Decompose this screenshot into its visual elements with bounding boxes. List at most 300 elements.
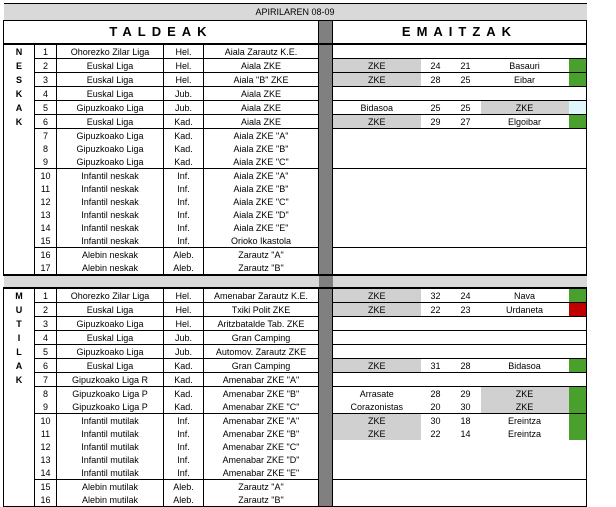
result-indicator[interactable]: [569, 142, 587, 155]
home-team-cell[interactable]: Arrasate: [333, 387, 421, 401]
category-cell[interactable]: Kad.: [164, 155, 204, 169]
section-letter[interactable]: [4, 142, 35, 155]
home-team-cell[interactable]: [333, 195, 421, 208]
team-name-cell[interactable]: Gran Camping: [204, 359, 319, 373]
result-indicator[interactable]: [569, 221, 587, 234]
home-team-cell[interactable]: [333, 480, 421, 494]
away-team-cell[interactable]: Bidasoa: [481, 359, 569, 373]
team-number[interactable]: 15: [35, 234, 57, 248]
away-team-cell[interactable]: [481, 261, 569, 275]
away-score-cell[interactable]: [451, 331, 481, 345]
away-score-cell[interactable]: [451, 234, 481, 248]
section-letter[interactable]: [4, 155, 35, 169]
away-team-cell[interactable]: [481, 466, 569, 480]
category-cell[interactable]: Hel.: [164, 288, 204, 303]
team-number[interactable]: 1: [35, 288, 57, 303]
home-score-cell[interactable]: [421, 373, 451, 387]
team-number[interactable]: 13: [35, 208, 57, 221]
team-number[interactable]: 17: [35, 261, 57, 275]
result-indicator[interactable]: [569, 101, 587, 115]
team-number[interactable]: 14: [35, 221, 57, 234]
league-cell[interactable]: Ohorezko Zilar Liga: [57, 288, 164, 303]
away-team-cell[interactable]: Basauri: [481, 59, 569, 73]
team-number[interactable]: 5: [35, 101, 57, 115]
home-team-cell[interactable]: [333, 466, 421, 480]
home-score-cell[interactable]: [421, 44, 451, 59]
away-team-cell[interactable]: [481, 453, 569, 466]
away-team-cell[interactable]: Elgoibar: [481, 115, 569, 129]
home-team-cell[interactable]: Corazonistas: [333, 400, 421, 414]
section-letter[interactable]: M: [4, 288, 35, 303]
section-letter[interactable]: K: [4, 115, 35, 129]
away-score-cell[interactable]: [451, 261, 481, 275]
result-indicator[interactable]: [569, 400, 587, 414]
category-cell[interactable]: Aleb.: [164, 480, 204, 494]
category-cell[interactable]: Kad.: [164, 373, 204, 387]
team-number[interactable]: 10: [35, 414, 57, 428]
away-score-cell[interactable]: [451, 44, 481, 59]
home-team-cell[interactable]: [333, 208, 421, 221]
section-letter[interactable]: [4, 427, 35, 440]
result-indicator[interactable]: [569, 129, 587, 143]
home-score-cell[interactable]: [421, 234, 451, 248]
home-score-cell[interactable]: [421, 261, 451, 275]
home-team-cell[interactable]: [333, 373, 421, 387]
team-name-cell[interactable]: Aiala "B" ZKE: [204, 73, 319, 87]
team-name-cell[interactable]: Aritzbatalde Tab. ZKE: [204, 317, 319, 331]
home-team-cell[interactable]: [333, 234, 421, 248]
home-score-cell[interactable]: 30: [421, 414, 451, 428]
home-team-cell[interactable]: [333, 331, 421, 345]
away-score-cell[interactable]: [451, 155, 481, 169]
team-number[interactable]: 16: [35, 248, 57, 262]
header-taldeak[interactable]: TALDEAK: [4, 21, 319, 45]
away-team-cell[interactable]: [481, 87, 569, 101]
away-team-cell[interactable]: [481, 480, 569, 494]
league-cell[interactable]: Gipuzkoako Liga: [57, 345, 164, 359]
section-letter[interactable]: [4, 221, 35, 234]
league-cell[interactable]: Infantil neskak: [57, 169, 164, 183]
league-cell[interactable]: Euskal Liga: [57, 115, 164, 129]
team-number[interactable]: 11: [35, 427, 57, 440]
home-score-cell[interactable]: 24: [421, 59, 451, 73]
result-indicator[interactable]: [569, 373, 587, 387]
league-cell[interactable]: Gipuzkoako Liga: [57, 101, 164, 115]
home-score-cell[interactable]: 31: [421, 359, 451, 373]
team-name-cell[interactable]: Zarautz "B": [204, 493, 319, 507]
home-score-cell[interactable]: [421, 466, 451, 480]
away-team-cell[interactable]: [481, 221, 569, 234]
team-number[interactable]: 4: [35, 331, 57, 345]
league-cell[interactable]: Infantil mutilak: [57, 414, 164, 428]
section-letter[interactable]: [4, 387, 35, 401]
category-cell[interactable]: Aleb.: [164, 248, 204, 262]
team-number[interactable]: 9: [35, 155, 57, 169]
home-score-cell[interactable]: [421, 317, 451, 331]
result-indicator[interactable]: [569, 208, 587, 221]
league-cell[interactable]: Gipuzkoako Liga P: [57, 400, 164, 414]
league-cell[interactable]: Infantil neskak: [57, 234, 164, 248]
section-letter[interactable]: U: [4, 303, 35, 317]
away-team-cell[interactable]: [481, 208, 569, 221]
league-cell[interactable]: Infantil neskak: [57, 182, 164, 195]
section-letter[interactable]: I: [4, 331, 35, 345]
home-score-cell[interactable]: [421, 155, 451, 169]
home-team-cell[interactable]: ZKE: [333, 288, 421, 303]
team-number[interactable]: 11: [35, 182, 57, 195]
section-letter[interactable]: S: [4, 73, 35, 87]
home-team-cell[interactable]: ZKE: [333, 303, 421, 317]
home-team-cell[interactable]: [333, 155, 421, 169]
team-name-cell[interactable]: Amenabar ZKE "D": [204, 453, 319, 466]
category-cell[interactable]: Jub.: [164, 101, 204, 115]
home-score-cell[interactable]: [421, 493, 451, 507]
team-name-cell[interactable]: Amenabar ZKE "E": [204, 466, 319, 480]
away-score-cell[interactable]: 25: [451, 101, 481, 115]
result-indicator[interactable]: [569, 453, 587, 466]
team-number[interactable]: 8: [35, 142, 57, 155]
category-cell[interactable]: Aleb.: [164, 493, 204, 507]
away-team-cell[interactable]: [481, 440, 569, 453]
home-score-cell[interactable]: 20: [430, 401, 441, 412]
team-number[interactable]: 16: [35, 493, 57, 507]
home-score-cell[interactable]: [421, 195, 451, 208]
team-name-cell[interactable]: Aiala ZKE "E": [204, 221, 319, 234]
team-number[interactable]: 3: [35, 317, 57, 331]
away-score-cell[interactable]: 30: [460, 401, 471, 412]
away-team-cell[interactable]: Ereintza: [507, 428, 542, 439]
category-cell[interactable]: Hel.: [164, 59, 204, 73]
home-score-cell[interactable]: [421, 440, 451, 453]
home-team-cell[interactable]: ZKE: [333, 59, 421, 73]
result-indicator[interactable]: [569, 359, 587, 373]
team-name-cell[interactable]: Aiala ZKE "C": [204, 155, 319, 169]
home-team-cell[interactable]: [333, 261, 421, 275]
section-letter[interactable]: N: [4, 44, 35, 59]
team-name-cell[interactable]: Gran Camping: [204, 331, 319, 345]
league-cell[interactable]: Euskal Liga: [57, 59, 164, 73]
home-team-cell[interactable]: [333, 345, 421, 359]
team-name-cell[interactable]: Amenabar ZKE "A": [204, 414, 319, 428]
away-team-cell[interactable]: Ereintza: [481, 414, 569, 428]
category-cell[interactable]: Inf.: [164, 234, 204, 248]
home-score-cell[interactable]: [421, 331, 451, 345]
section-letter[interactable]: T: [4, 317, 35, 331]
result-indicator[interactable]: [569, 317, 587, 331]
team-number[interactable]: 8: [35, 387, 57, 401]
result-indicator[interactable]: [569, 155, 587, 169]
home-score-cell[interactable]: 32: [430, 290, 441, 301]
away-team-cell[interactable]: [481, 195, 569, 208]
away-team-cell[interactable]: Urdaneta: [481, 303, 569, 317]
away-score-cell[interactable]: [451, 195, 481, 208]
league-cell[interactable]: Gipuzkoako Liga: [57, 317, 164, 331]
team-name-cell[interactable]: Aiala ZKE: [204, 115, 319, 129]
home-team-cell[interactable]: [333, 493, 421, 507]
league-cell[interactable]: Alebin mutilak: [57, 493, 164, 507]
home-team-cell[interactable]: [333, 453, 421, 466]
home-team-cell[interactable]: [333, 44, 421, 59]
category-cell[interactable]: Inf.: [164, 440, 204, 453]
away-team-cell[interactable]: ZKE: [481, 400, 569, 414]
team-number[interactable]: 9: [35, 400, 57, 414]
team-number[interactable]: 12: [35, 195, 57, 208]
section-letter[interactable]: E: [4, 59, 35, 73]
home-score-cell[interactable]: [421, 480, 451, 494]
team-number[interactable]: 2: [35, 59, 57, 73]
home-score-cell[interactable]: [421, 345, 451, 359]
team-name-cell[interactable]: Amenabar ZKE "B": [204, 427, 319, 440]
section-letter[interactable]: [4, 129, 35, 143]
result-indicator[interactable]: [569, 493, 587, 507]
home-team-cell[interactable]: [333, 129, 421, 143]
category-cell[interactable]: Inf.: [164, 169, 204, 183]
away-team-cell[interactable]: [481, 331, 569, 345]
league-cell[interactable]: Gipuzkoako Liga R: [57, 373, 164, 387]
team-number[interactable]: 3: [35, 73, 57, 87]
away-score-cell[interactable]: [451, 221, 481, 234]
away-score-cell[interactable]: [451, 182, 481, 195]
category-cell[interactable]: Inf.: [164, 221, 204, 234]
away-team-cell[interactable]: [481, 169, 569, 183]
team-number[interactable]: 2: [35, 303, 57, 317]
away-score-cell[interactable]: [451, 87, 481, 101]
home-team-cell[interactable]: [333, 248, 421, 262]
home-team-cell[interactable]: ZKE: [333, 414, 421, 428]
section-letter[interactable]: [4, 414, 35, 428]
away-team-cell[interactable]: [481, 182, 569, 195]
home-score-cell[interactable]: [421, 208, 451, 221]
category-cell[interactable]: Kad.: [164, 142, 204, 155]
team-number[interactable]: 6: [35, 115, 57, 129]
section-letter[interactable]: [4, 453, 35, 466]
section-letter[interactable]: K: [4, 87, 35, 101]
category-cell[interactable]: Inf.: [164, 182, 204, 195]
result-indicator[interactable]: [569, 331, 587, 345]
section-letter[interactable]: [4, 261, 35, 275]
team-name-cell[interactable]: Zarautz "B": [204, 261, 319, 275]
league-cell[interactable]: Infantil neskak: [57, 195, 164, 208]
league-cell[interactable]: Ohorezko Zilar Liga: [57, 44, 164, 59]
category-cell[interactable]: Jub.: [164, 87, 204, 101]
category-cell[interactable]: Kad.: [164, 115, 204, 129]
team-name-cell[interactable]: Aiala ZKE: [204, 87, 319, 101]
header-emaitzak[interactable]: EMAITZAK: [333, 21, 587, 45]
league-cell[interactable]: Euskal Liga: [57, 73, 164, 87]
result-indicator[interactable]: [569, 345, 587, 359]
category-cell[interactable]: Hel.: [164, 73, 204, 87]
team-name-cell[interactable]: Aiala ZKE "B": [204, 182, 319, 195]
section-letter[interactable]: A: [4, 101, 35, 115]
team-name-cell[interactable]: Aiala ZKE: [204, 59, 319, 73]
section-letter[interactable]: [4, 208, 35, 221]
team-number[interactable]: 7: [35, 129, 57, 143]
team-name-cell[interactable]: Automov. Zarautz ZKE: [204, 345, 319, 359]
category-cell[interactable]: Inf.: [164, 195, 204, 208]
home-team-cell[interactable]: ZKE: [333, 115, 421, 129]
home-score-cell[interactable]: [421, 453, 451, 466]
away-score-cell[interactable]: [451, 169, 481, 183]
result-indicator[interactable]: [569, 248, 587, 262]
result-indicator[interactable]: [569, 480, 587, 494]
league-cell[interactable]: Euskal Liga: [57, 359, 164, 373]
section-letter[interactable]: [4, 182, 35, 195]
away-team-cell[interactable]: [481, 142, 569, 155]
home-team-cell[interactable]: Bidasoa: [333, 101, 421, 115]
away-team-cell[interactable]: ZKE: [481, 101, 569, 115]
league-cell[interactable]: Alebin mutilak: [57, 480, 164, 494]
home-team-cell[interactable]: [333, 169, 421, 183]
league-cell[interactable]: Infantil neskak: [57, 208, 164, 221]
result-indicator[interactable]: [569, 414, 587, 428]
section-letter[interactable]: K: [4, 373, 35, 387]
league-cell[interactable]: Euskal Liga: [57, 331, 164, 345]
category-cell[interactable]: Inf.: [164, 466, 204, 480]
away-score-cell[interactable]: [451, 248, 481, 262]
team-name-cell[interactable]: Zarautz "A": [204, 480, 319, 494]
result-indicator[interactable]: [569, 303, 587, 317]
section-letter[interactable]: [4, 234, 35, 248]
league-cell[interactable]: Gipuzkoako Liga: [57, 129, 164, 143]
section-letter[interactable]: L: [4, 345, 35, 359]
category-cell[interactable]: Kad.: [164, 359, 204, 373]
home-score-cell[interactable]: [421, 142, 451, 155]
team-name-cell[interactable]: Amenabar ZKE "A": [204, 373, 319, 387]
away-score-cell[interactable]: [451, 129, 481, 143]
team-name-cell[interactable]: Amenabar ZKE "C": [204, 440, 319, 453]
result-indicator[interactable]: [569, 195, 587, 208]
away-team-cell[interactable]: [481, 493, 569, 507]
team-name-cell[interactable]: Aiala ZKE "C": [204, 195, 319, 208]
team-number[interactable]: 5: [35, 345, 57, 359]
section-letter[interactable]: [4, 466, 35, 480]
league-cell[interactable]: Infantil neskak: [57, 221, 164, 234]
away-score-cell[interactable]: [451, 493, 481, 507]
result-indicator[interactable]: [569, 387, 587, 401]
category-cell[interactable]: Inf.: [164, 453, 204, 466]
away-score-cell[interactable]: [451, 208, 481, 221]
result-indicator[interactable]: [569, 440, 587, 453]
category-cell[interactable]: Jub.: [164, 345, 204, 359]
away-team-cell[interactable]: [481, 129, 569, 143]
away-score-cell[interactable]: 21: [451, 59, 481, 73]
result-indicator[interactable]: [569, 234, 587, 248]
result-indicator[interactable]: [569, 182, 587, 195]
team-name-cell[interactable]: Aiala ZKE "A": [204, 169, 319, 183]
result-indicator[interactable]: [569, 59, 587, 73]
team-number[interactable]: 13: [35, 453, 57, 466]
team-name-cell[interactable]: Amenabar Zarautz K.E.: [204, 288, 319, 303]
category-cell[interactable]: Kad.: [164, 129, 204, 143]
category-cell[interactable]: Kad.: [164, 387, 204, 401]
category-cell[interactable]: Aleb.: [164, 261, 204, 275]
category-cell[interactable]: Inf.: [164, 427, 204, 440]
away-score-cell[interactable]: 18: [451, 414, 481, 428]
away-score-cell[interactable]: [451, 453, 481, 466]
league-cell[interactable]: Infantil mutilak: [57, 453, 164, 466]
away-team-cell[interactable]: [481, 248, 569, 262]
section-letter[interactable]: [4, 480, 35, 494]
away-team-cell[interactable]: [481, 345, 569, 359]
team-name-cell[interactable]: Zarautz "A": [204, 248, 319, 262]
team-number[interactable]: 10: [35, 169, 57, 183]
home-score-cell[interactable]: 28: [421, 387, 451, 401]
category-cell[interactable]: Inf.: [164, 414, 204, 428]
team-name-cell[interactable]: Aiala ZKE "B": [204, 142, 319, 155]
league-cell[interactable]: Infantil mutilak: [57, 440, 164, 453]
section-letter[interactable]: [4, 169, 35, 183]
away-team-cell[interactable]: Nava: [513, 290, 535, 301]
home-score-cell[interactable]: [421, 182, 451, 195]
home-score-cell[interactable]: [421, 221, 451, 234]
home-score-cell[interactable]: 28: [421, 73, 451, 87]
home-team-cell[interactable]: [333, 440, 421, 453]
home-team-cell[interactable]: [333, 87, 421, 101]
team-number[interactable]: 7: [35, 373, 57, 387]
home-score-cell[interactable]: 22: [421, 303, 451, 317]
result-indicator[interactable]: [569, 169, 587, 183]
home-score-cell[interactable]: [421, 169, 451, 183]
league-cell[interactable]: Gipuzkoako Liga P: [57, 387, 164, 401]
section-letter[interactable]: A: [4, 359, 35, 373]
away-score-cell[interactable]: 24: [460, 290, 471, 301]
league-cell[interactable]: Alebin neskak: [57, 248, 164, 262]
section-letter[interactable]: [4, 493, 35, 507]
result-indicator[interactable]: [569, 261, 587, 275]
result-indicator[interactable]: [569, 466, 587, 480]
away-score-cell[interactable]: [451, 142, 481, 155]
category-cell[interactable]: Hel.: [164, 44, 204, 59]
home-team-cell[interactable]: ZKE: [333, 359, 421, 373]
sheet-title[interactable]: APIRILAREN 08-09: [4, 4, 587, 21]
home-score-cell[interactable]: [421, 248, 451, 262]
team-name-cell[interactable]: Orioko Ikastola: [204, 234, 319, 248]
team-name-cell[interactable]: Amenabar ZKE "C": [204, 400, 319, 414]
home-score-cell[interactable]: 22: [430, 428, 441, 439]
home-team-cell[interactable]: [333, 221, 421, 234]
result-indicator[interactable]: [569, 288, 587, 303]
result-indicator[interactable]: [569, 73, 587, 87]
result-indicator[interactable]: [569, 44, 587, 59]
away-score-cell[interactable]: 29: [451, 387, 481, 401]
section-letter[interactable]: [4, 440, 35, 453]
away-team-cell[interactable]: Eibar: [481, 73, 569, 87]
away-score-cell[interactable]: [451, 440, 481, 453]
team-name-cell[interactable]: Txiki Polit ZKE: [204, 303, 319, 317]
away-score-cell[interactable]: [451, 345, 481, 359]
league-cell[interactable]: Euskal Liga: [57, 87, 164, 101]
away-score-cell[interactable]: [451, 466, 481, 480]
category-cell[interactable]: Hel.: [164, 317, 204, 331]
league-cell[interactable]: Euskal Liga: [57, 303, 164, 317]
league-cell[interactable]: Alebin neskak: [57, 261, 164, 275]
category-cell[interactable]: Kad.: [164, 400, 204, 414]
team-number[interactable]: 6: [35, 359, 57, 373]
league-cell[interactable]: Infantil mutilak: [57, 427, 164, 440]
team-name-cell[interactable]: Aiala ZKE "D": [204, 208, 319, 221]
result-indicator[interactable]: [569, 87, 587, 101]
away-team-cell[interactable]: [481, 373, 569, 387]
home-team-cell[interactable]: [333, 142, 421, 155]
league-cell[interactable]: Gipuzkoako Liga: [57, 155, 164, 169]
home-team-cell[interactable]: ZKE: [333, 427, 421, 440]
away-score-cell[interactable]: 23: [451, 303, 481, 317]
section-letter[interactable]: [4, 400, 35, 414]
team-name-cell[interactable]: Amenabar ZKE "B": [204, 387, 319, 401]
team-name-cell[interactable]: Aiala Zarautz K.E.: [204, 44, 319, 59]
home-score-cell[interactable]: 29: [421, 115, 451, 129]
away-score-cell[interactable]: 25: [451, 73, 481, 87]
